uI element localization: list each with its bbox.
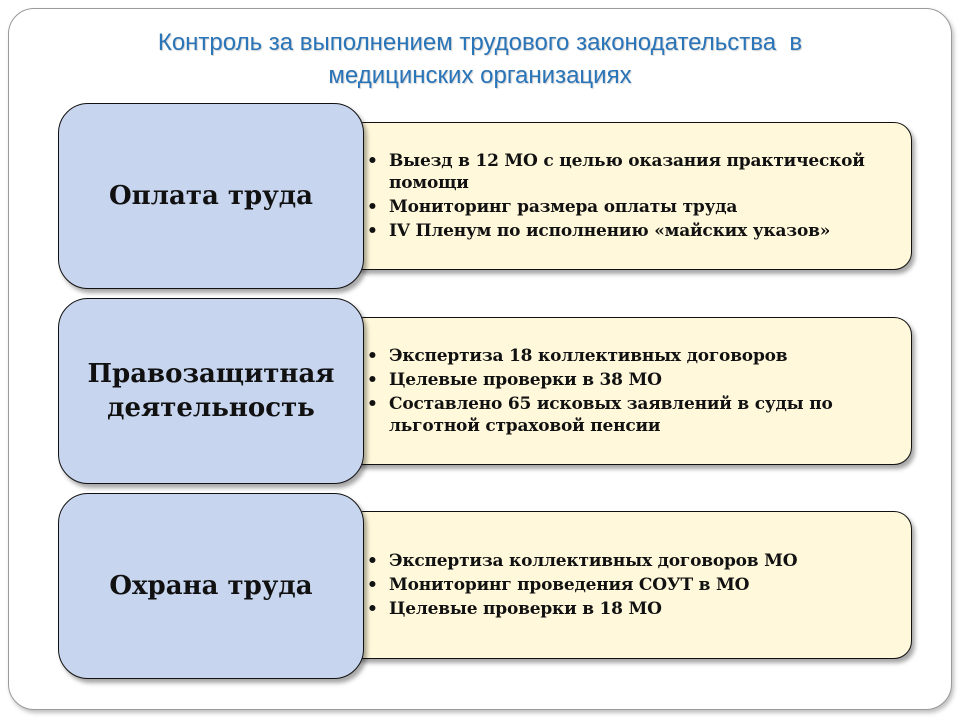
detail-item (363, 220, 901, 242)
category-box-wage (58, 103, 364, 289)
slide-title-line-1: Контроль за выполнением трудового законодательства в (157, 29, 803, 56)
detail-item-text: Выезд в 12 МО с целью оказания практической помощи (389, 151, 865, 193)
detail-box-legal (346, 317, 912, 465)
slide-title-line-2: медицинских организациях (328, 62, 632, 89)
detail-box-safety (346, 511, 912, 659)
detail-item (363, 369, 901, 391)
detail-item (363, 393, 901, 437)
detail-item-text: Мониторинг проведения СОУТ в МО (389, 575, 750, 595)
detail-item-text: Мониторинг размера оплаты труда (389, 197, 738, 217)
category-box-legal (58, 298, 364, 484)
bullet-icon: • (367, 151, 378, 171)
detail-item-text: Экспертиза коллективных договоров МО (389, 551, 798, 571)
detail-item (363, 574, 901, 596)
detail-item-text: Экспертиза 18 коллективных договоров (389, 346, 788, 366)
bullet-icon: • (367, 394, 378, 414)
detail-list-safety (363, 548, 901, 622)
detail-item-text: Составлено 65 исковых заявлений в суды по льготной страховой пенсии (389, 394, 833, 436)
category-label-wage: Оплата труда (109, 181, 313, 211)
bullet-icon: • (367, 575, 378, 595)
bullet-icon: • (367, 370, 378, 390)
detail-item (363, 150, 901, 194)
category-label-safety: Охрана труда (109, 571, 313, 601)
category-label-legal: Правозащитная деятельность (87, 359, 335, 423)
detail-item (363, 550, 901, 572)
category-box-safety (58, 493, 364, 679)
detail-item-text: IV Пленум по исполнению «майских указов» (389, 221, 831, 241)
slide-title (40, 26, 920, 92)
bullet-icon: • (367, 551, 378, 571)
detail-box-wage (346, 122, 912, 270)
bullet-icon: • (367, 346, 378, 366)
detail-item-text: Целевые проверки в 18 МО (389, 599, 662, 619)
detail-item (363, 598, 901, 620)
detail-item (363, 196, 901, 218)
bullet-icon: • (367, 599, 378, 619)
detail-item-text: Целевые проверки в 38 МО (389, 370, 662, 390)
detail-list-wage (363, 148, 901, 244)
detail-list-legal (363, 343, 901, 439)
bullet-icon: • (367, 221, 378, 241)
bullet-icon: • (367, 197, 378, 217)
detail-item (363, 345, 901, 367)
